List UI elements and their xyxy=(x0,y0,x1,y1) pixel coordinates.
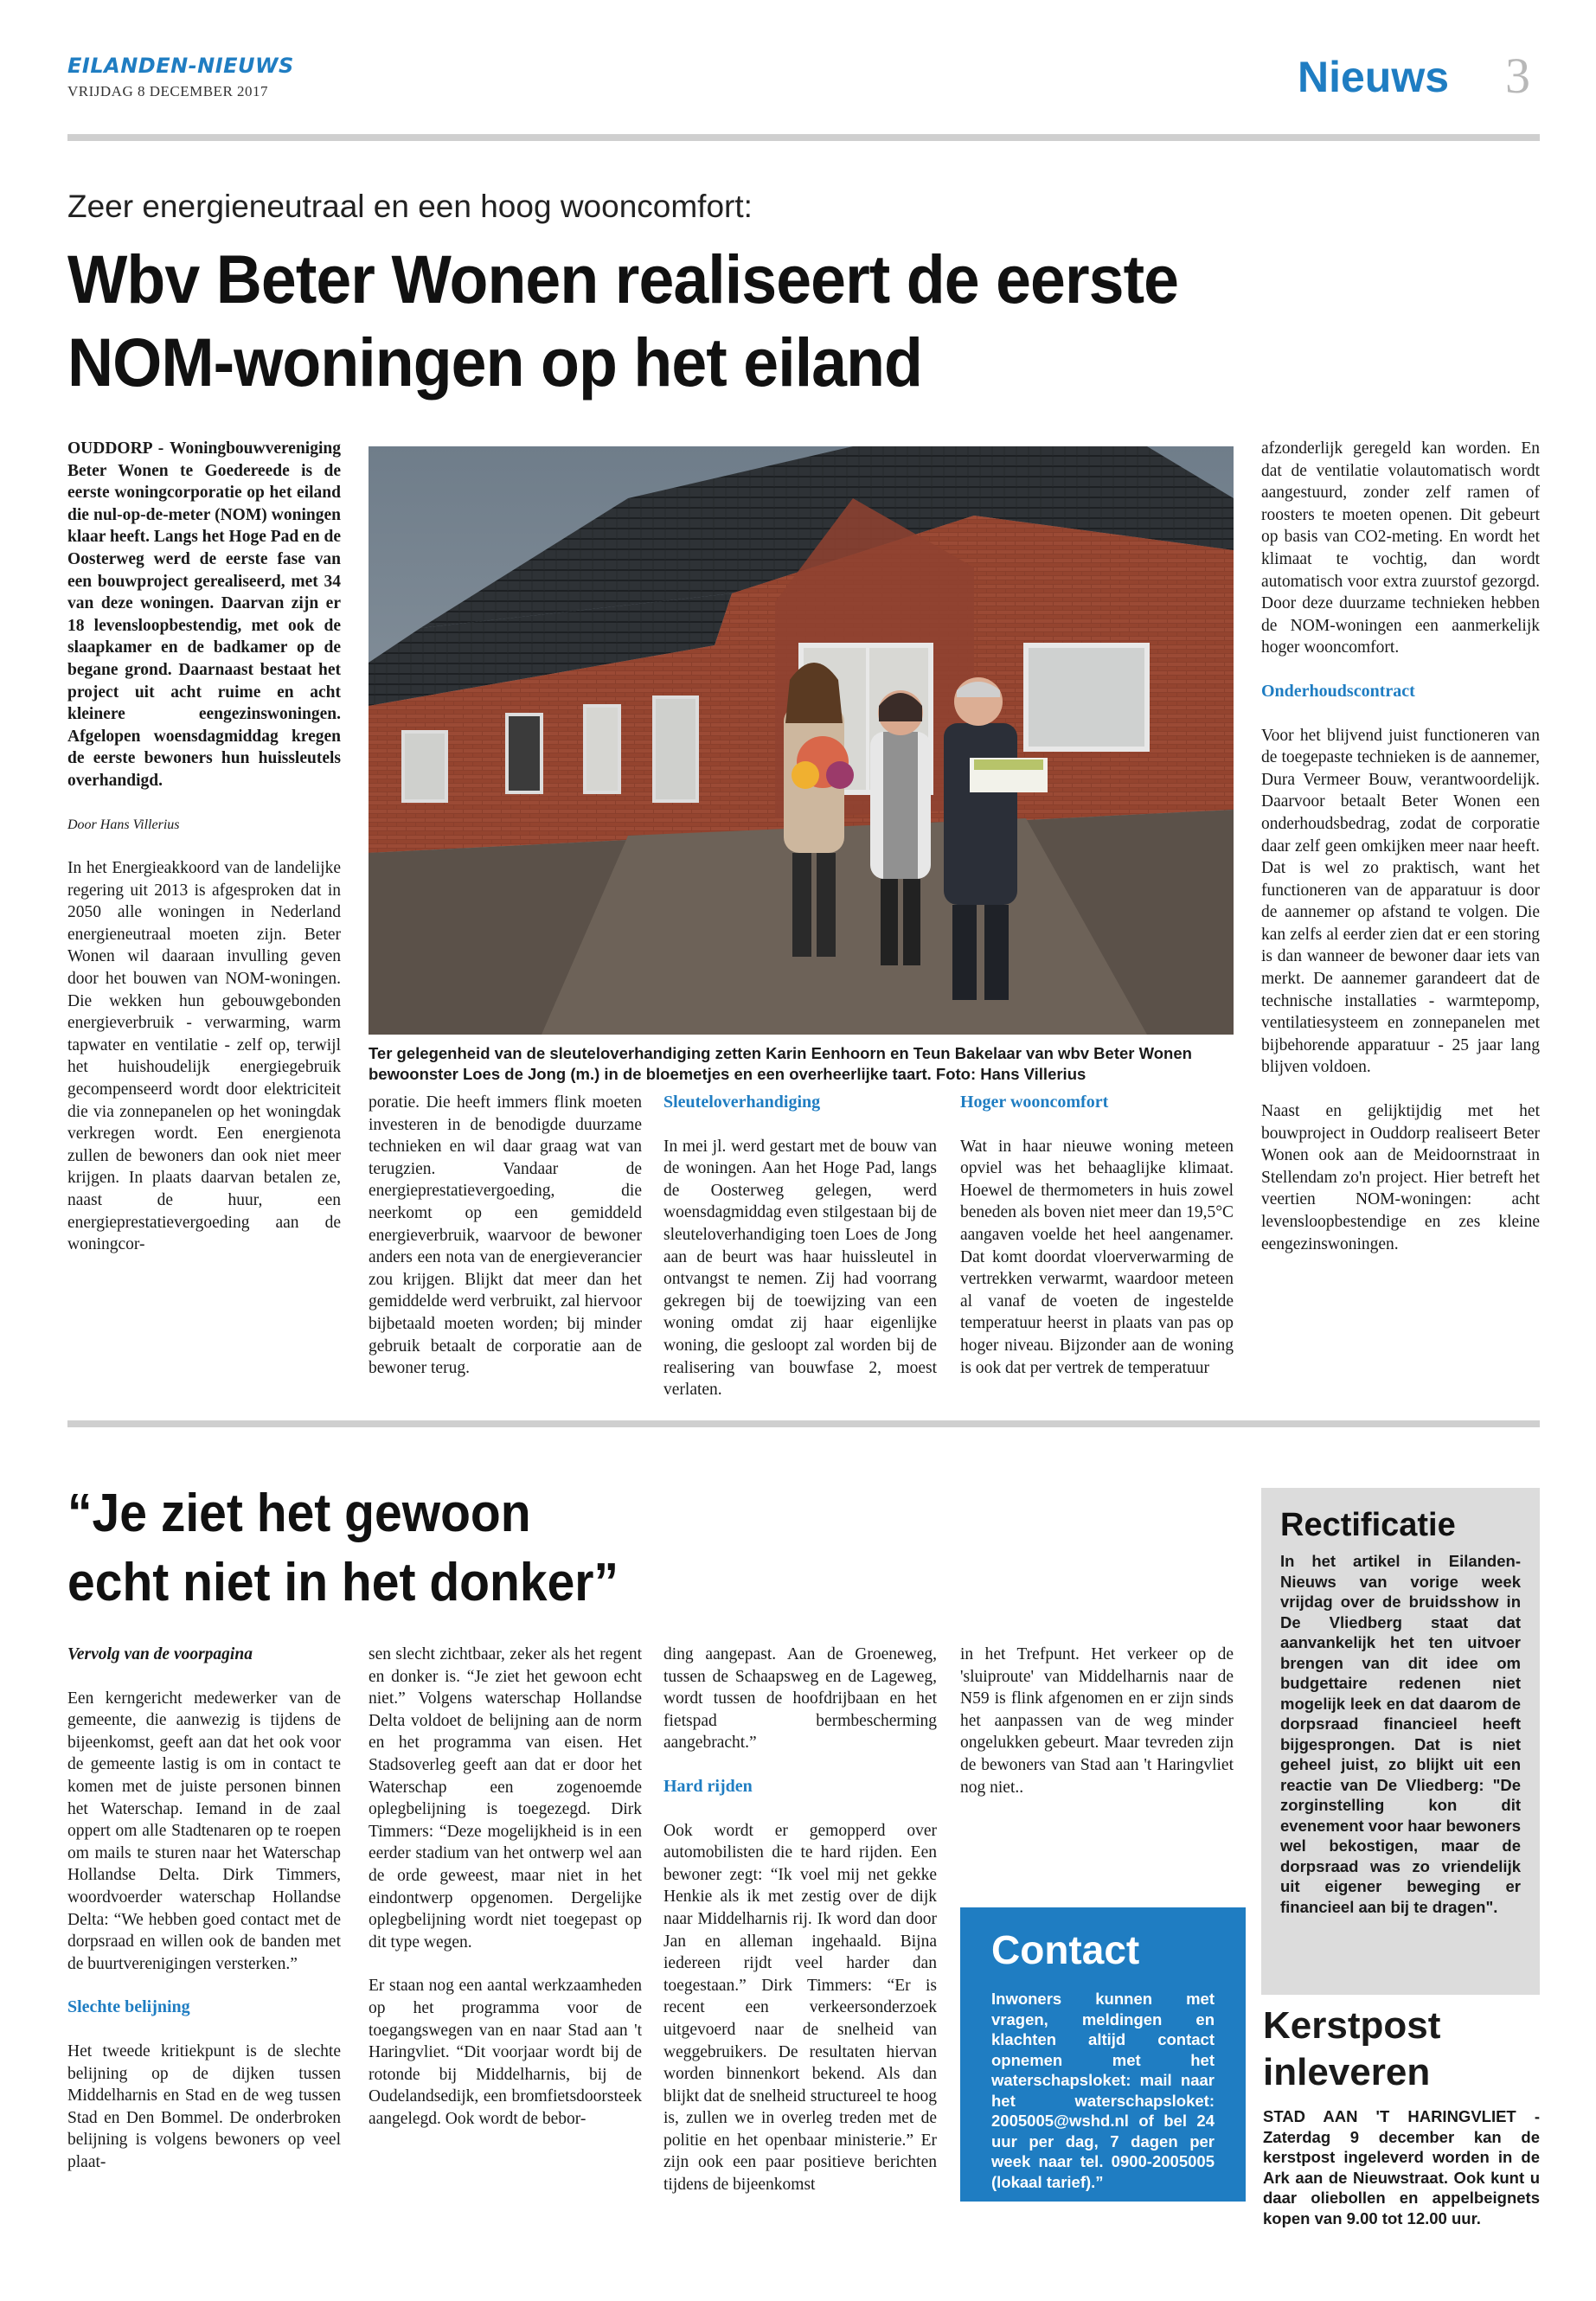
article-lead: OUDDORP - Woningbouwvereniging Beter Wonen te Goedereede is de eerste woningcorporatie op het eiland die nul-op-de-meter (NOM) woningen klaar heeft. Langs het Hoge Pad en de Oosterweg werd de eerste fase van een bouwproject gerealiseerd, met 34 van deze woningen. Daarvan zijn er 18 levensloopbestendig, met ook de slaapkamer en de badkamer op de begane grond. Daarnaast bestaat het project uit acht ruime en acht kleinere eengezinswoningen. Afgelopen woensdagmiddag kregen de eerste bewoners hun huissleutels overhandigd. xyxy=(67,439,341,790)
rectificatie-box xyxy=(1261,1488,1540,1995)
rectificatie-title: Rectificatie xyxy=(1280,1507,1456,1543)
subheading-onderhoudscontract: Onderhoudscontract xyxy=(1261,681,1415,701)
article-kicker: Zeer energieneutraal en een hoog wooncomfort: xyxy=(67,189,753,224)
article-body: In het Energieakkoord van de landelijke regering uit 2013 is afgesproken dat in 2050 alle woningen in Nederland energieneutraal moeten zijn. Beter Wonen wil daaraan invulling geven door het bouwen van NOM-woningen. Die wekken hun gebouwgebonden energieverbruik - verwarming, warm tapwater en ventilatie - zelf op, terwijl het huishoudelijk energiegebruik gecompenseerd wordt door elektriciteit die via zonnepanelen op het woningdak verkregen wordt. Een energienota zullen de bewoners dan ook niet meer krijgen. In plaats daarvan betalen ze, naast de huur, een energieprestatievergoeding aan de woningcor- xyxy=(67,859,341,1254)
article-body: in het Trefpunt. Het verkeer op de 'sluiproute' van Middelharnis naar de N59 is flink afgenomen en er zijn sinds het aanpassen van de weg minder ongelukken gebeurt. Maar tevreden zijn de bewoners van Stad aan 't Haringvliet nog niet.. xyxy=(960,1645,1234,1797)
article-column-3 xyxy=(663,1092,937,1423)
article-body: afzonderlijk geregeld kan worden. En dat de ventilatie volautomatisch wordt aangestuurd, zonder zelf ramen of roosters te moeten openen. Dit gebeurt op basis van CO2-meting. En wordt het klimaat te vochtig, dan wordt automatisch voor extra zuurstof gezorgd. Door deze duurzame technieken hebben de NOM-woningen een aanmerkelijk hoger wooncomfort. xyxy=(1261,439,1540,657)
article-headline xyxy=(67,238,1355,404)
article-body: Ook wordt er gemopperd over automobilisten die te hard rijden. Een bewoner zegt: “Ik voel mij net gekke Henkie als ik met zestig over de dijk naar Middelharnis rij. Ik word dan door Jan en alleman ingehaald. Bijna iedereen rijdt veel harder dan toegestaan.” Dirk Timmers: “Er is recent een verkeersonderzoek uitgevoerd naar de snelheid van weggebruikers. De resultaten hiervan worden binnenkort bekend. Als dan blijkt dat de snelheid structureel te hoog is, zullen we in overleg treden met de politie en het openbaar ministerie.” Er zijn ook een paar positieve berichten tijdens de bijeenkomst xyxy=(663,1821,937,2195)
rectificatie-text: In het artikel in Eilanden-Nieuws van vorige week vrijdag over de bruidsshow in De Vliedberg staat dat aanvankelijk het ten uitvoer brengen van dit idee om budgettaire redenen niet mogelijk leek en dat daarom de dorpsraad financieel heeft bijgesprongen. Dat is niet geheel juist, zo blijkt uit een reactie van De Vliedberg: "De zorginstelling kon dit evenement voor haar bewoners wel bekostigen, maar de dorpsraad was zo vriendelijk uit eigener beweging er financieel aan bij te dragen". xyxy=(1280,1552,1521,1916)
article-byline: Door Hans Villerius xyxy=(67,817,180,832)
photo-caption: Ter gelegenheid van de sleuteloverhandiging zetten Karin Eenhoorn en Teun Bakelaar van wbv Beter Wonen bewoonster Loes de Jong (m.) in de bloemetjes en een overheerlijke taart. Foto: Hans Villerius xyxy=(369,1044,1192,1083)
article-body: In mei jl. werd gestart met de bouw van de woningen. Aan het Hoge Pad, langs de Oosterweg gelegen, werd woensdagmiddag even stilgestaan bij de sleuteloverhandiging toen Loes de Jong aan de beurt was haar huissleutel in ontvangst te nemen. Zij had voorrang gekregen bij de toewijzing van een woning omdat zij haar eigenlijke woning, die gesloopt zal worden bij de realisering van bouwfase 2, moest verlaten. xyxy=(663,1137,937,1400)
issue-date: VRIJDAG 8 DECEMBER 2017 xyxy=(67,83,269,99)
kerstpost-text: STAD AAN 'T HARINGVLIET - Zaterdag 9 december kan de kerstpost ingeleverd worden in de Ark aan de Nieuwstraat. Ook kunt u daar oliebollen en appelbeignets kopen van 9.00 tot 12.00 uur. xyxy=(1263,2107,1540,2227)
page-number: 3 xyxy=(1505,48,1530,104)
subheading-sleuteloverhandiging: Sleuteloverhandiging xyxy=(663,1093,821,1112)
contact-text: Inwoners kunnen met vragen, meldingen en klachten altijd contact opnemen met het waterschapsloket: mail naar het waterschapsloket: 2005005@wshd.nl of bel 24 uur per dag, 7 dagen per week naar tel. 0900-2005005 (lokaal tarief).” xyxy=(991,1990,1215,2191)
article-2-headline xyxy=(67,1479,649,1618)
headline-line-1: “Je ziet het gewoon xyxy=(67,1484,531,1543)
headline-line-1: Wbv Beter Wonen realiseert de eerste xyxy=(67,240,1179,317)
subheading-hoger-wooncomfort: Hoger wooncomfort xyxy=(960,1093,1109,1112)
article-2-column-4 xyxy=(960,1644,1234,1820)
top-divider xyxy=(67,134,1540,141)
kerstpost-title-line-2: inleveren xyxy=(1263,2051,1431,2093)
subheading-hard-rijden: Hard rijden xyxy=(663,1776,753,1796)
article-body: Het tweede kritiekpunt is de slechte belijning op de dijken tussen Middelharnis en Stad en de weg tussen Stad en Den Bommel. De onderbroken belijning is volgens bewoners op veel plaat- xyxy=(67,2041,341,2171)
headline-line-2: NOM-woningen op het eiland xyxy=(67,324,923,401)
article-2-column-1 xyxy=(67,1644,341,2195)
middle-divider xyxy=(67,1420,1540,1427)
article-body: Wat in haar nieuwe woning meteen opviel was het behaaglijke klimaat. Hoewel de thermometers in huis zowel beneden als boven niet meer dan 19,5°C aangaven voelde het heel aangenamer. Dat komt doordat vloerverwarming de vertrekken verwarmt, waardoor meteen al vanaf de voeten de ingestelde temperatuur heerst in plaats van pas op hoger niveau. Bijzonder aan de woning is ook dat per vertrek de temperatuur xyxy=(960,1137,1234,1377)
article-column-1 xyxy=(67,438,341,1278)
article-column-2 xyxy=(369,1092,642,1401)
article-body: ding aangepast. Aan de Groeneweg, tussen de Schaapsweg en de Lageweg, wordt tussen de hoofdrijbaan en het fietspad bermbescherming aangebracht.” xyxy=(663,1645,937,1753)
article-column-4 xyxy=(960,1092,1234,1400)
key-handover-photo xyxy=(369,446,1234,1035)
contact-title: Contact xyxy=(991,1927,1140,1972)
article-body: poratie. Die heeft immers flink moeten investeren in de benodigde duurzame technieken en wil daar graag wat van terugzien. Vandaar de energieprestatievergoeding, die neerkomt op een gemiddeld energieverbruik, waarvoor de bewoner anders een nota van de energieverancier zou krijgen. Blijkt dat meer dan het gemiddelde werd verbruikt, zal hiervoor bijbetaald moeten worden; bij minder gebruik betaalt de corporatie aan de bewoner terug. xyxy=(369,1093,642,1378)
article-photo xyxy=(369,446,1234,1035)
kerstpost-title xyxy=(1263,2003,1440,2096)
article-body: sen slecht zichtbaar, zeker als het regent en donker is. “Je ziet het gewoon echt niet.” Volgens waterschap Hollandse Delta voldoet de belijning aan de norm en het programma van eisen. Het Stadsoverleg geeft aan dat er door het Waterschap een zogenoemde oplegbelijning is toegezegd. Dirk Timmers: “Deze mogelijkheid is in een eerder stadium van het ontwerp wel aan de orde geweest, maar niet in het eindontwerp opgenomen. Dergelijke oplegbelijning wordt niet toegepast op dit type wegen. xyxy=(369,1645,642,1952)
article-body: Naast en gelijktijdig met het bouwproject in Ouddorp realiseert Beter Wonen ook aan de Meidoornstraat in Stellendam zo'n project. Hier betreft het veertien NOM-woningen: acht levensloopbestendige en zes kleine eengezinswoningen. xyxy=(1261,1102,1540,1253)
article-2-column-2 xyxy=(369,1644,642,2151)
article-body: Er staan nog een aantal werkzaamheden op het programma voor de toegangswegen van en naar Stad aan 't Haringvliet. “Dit voorjaar wordt bij de rotonde bij Middelharnis, bij de Oudelandsedijk, een bromfietsdoorsteek aangelegd. Ook wordt de bebor- xyxy=(369,1977,642,2128)
contact-box xyxy=(960,1907,1246,2202)
headline-line-2: echt niet in het donker” xyxy=(67,1553,619,1612)
article-body: Een kerngericht medewerker van de gemeente, die aanwezig is tijdens de bijeenkomst, geeft aan dat het ook voor de gemeente lastig is om in contact te komen met de juiste personen binnen het Waterschap. Iemand in de zaal oppert om alle Stadtenaren op te roepen om mails te sturen naar het Waterschap Hollandse Delta. Dirk Timmers, woordvoerder waterschap Hollandse Delta: “We hebben goed contact met de dorpsraad en willen ook de banden met de buurtverenigingen versterken.” xyxy=(67,1689,341,1973)
article-column-5 xyxy=(1261,438,1540,1277)
subheading-slechte-belijning: Slechte belijning xyxy=(67,1997,190,2017)
newspaper-logo: EILANDEN-NIEUWS xyxy=(67,54,294,78)
article-body: Voor het blijvend juist functioneren van de toegepaste technieken is de aannemer, Dura Vermeer Bouw, verantwoordelijk. Daarvoor betaalt Beter Wonen een onderhoudsbedrag, zodat de corporatie daar zelf geen omkijken meer naar heeft. Dat is wel zo praktisch, want het functioneren van de apparatuur is door de aannemer op afstand te volgen. Die kan zelfs al eerder zien dat er een storing is dan wanneer de bewoner daar iets van merkt. De aannemer garandeert dat de technische installaties - warmtepomp, ventilatiesysteem en zonnepanelen met bijbehorende apparatuur - 25 jaar lang blijven voldoen. xyxy=(1261,726,1540,1077)
section-title: Nieuws xyxy=(1298,53,1450,101)
continued-label: Vervolg van de voorpagina xyxy=(67,1645,253,1663)
kerstpost-title-line-1: Kerstpost xyxy=(1263,2004,1441,2047)
article-2-column-3 xyxy=(663,1644,937,2218)
